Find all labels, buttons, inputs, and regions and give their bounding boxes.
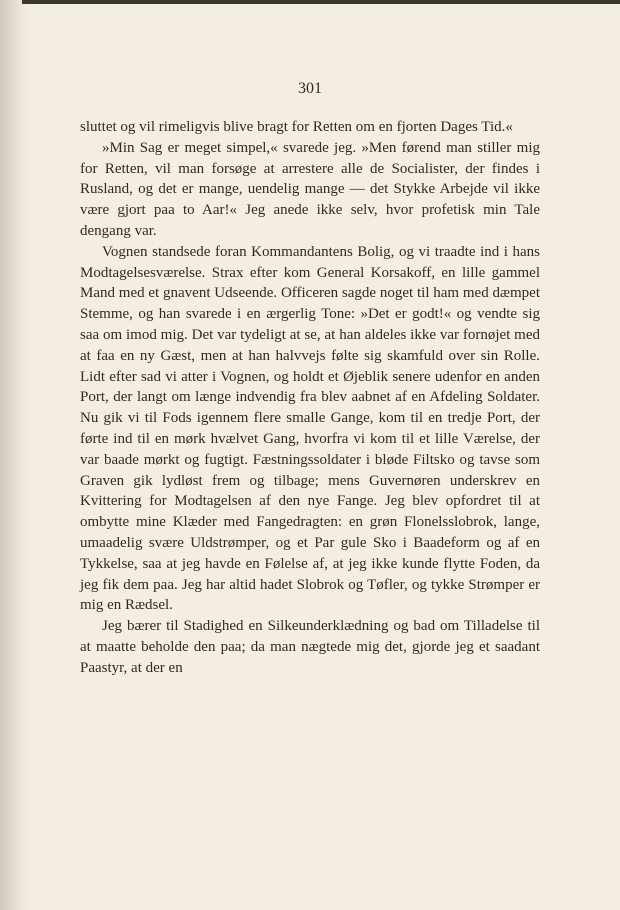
page-binding-shadow bbox=[0, 0, 28, 910]
paragraph: »Min Sag er meget simpel,« svarede jeg. »Men førend man stiller mig for Retten, vil man forsøge at arrestere alle de Socialister, der findes i Rusland, og det er mange, uendelig mange — det Stykke Arbejde vil ikke være gjort paa to Aar!« Jeg anede ikke selv, hvor profetisk min Tale dengang var. bbox=[80, 139, 540, 239]
paragraph: Jeg bærer til Stadighed en Silkeunderklædning og bad om Tilladelse til at maatte beholde den paa; da man nægtede mig det, gjorde jeg et saadant Paastyr, at der en bbox=[80, 618, 540, 676]
paragraph: sluttet og vil rimeligvis blive bragt for Retten om en fjorten Dages Tid.« bbox=[80, 119, 513, 135]
paragraph: Vognen standsede foran Kommandantens Bolig, og vi traadte ind i hans Modtagelsesværelse. Strax efter kom General Korsakoff, en lille gammel Mand med et gnavent Udseende. Officeren sagde noget til ham med dæmpet Stemme, og han svarede i en ærgerlig Tone: »Det er godt!« og vendte sig saa om imod mig. Det var tydeligt at se, at han aldeles ikke var fornøjet med at faa en ny Gæst, men at han halvvejs følte sig skamfuld over sin Rolle. Lidt efter sad vi atter i Vognen, og holdt et Øjeblik senere udenfor en anden Port, der langt om længe indvendig fra blev aabnet af en Afdeling Soldater. Nu gik vi til Fods igennem flere smalle Gange, kom til en tredje Port, der førte ind til en mørk hvælvet Gang, hvorfra vi kom til et lille Værelse, der var baade mørkt og fugtigt. Fæstningssoldater i bløde Filtsko og tavse som Graven gik lydløst frem og tilbage; mens Guvernøren underskrev en Kvittering for Modtagelsen af den nye Fange. Jeg blev opfordret til at ombytte mine Klæder med Fangedragten: en grøn Flonelsslobrok, lange, umaadelig svære Uldstrømper, og et Par gule Sko i Baadeform og af en Tykkelse, saa at jeg havde en Følelse af, at jeg ikke kunde flytte Foden, da jeg fik dem paa. Jeg har altid hadet Slobrok og Tøfler, og tykke Strømper er mig en Rædsel. bbox=[80, 243, 540, 614]
page-number: 301 bbox=[298, 80, 322, 97]
body-text bbox=[80, 117, 540, 679]
page-top-edge bbox=[22, 0, 620, 4]
